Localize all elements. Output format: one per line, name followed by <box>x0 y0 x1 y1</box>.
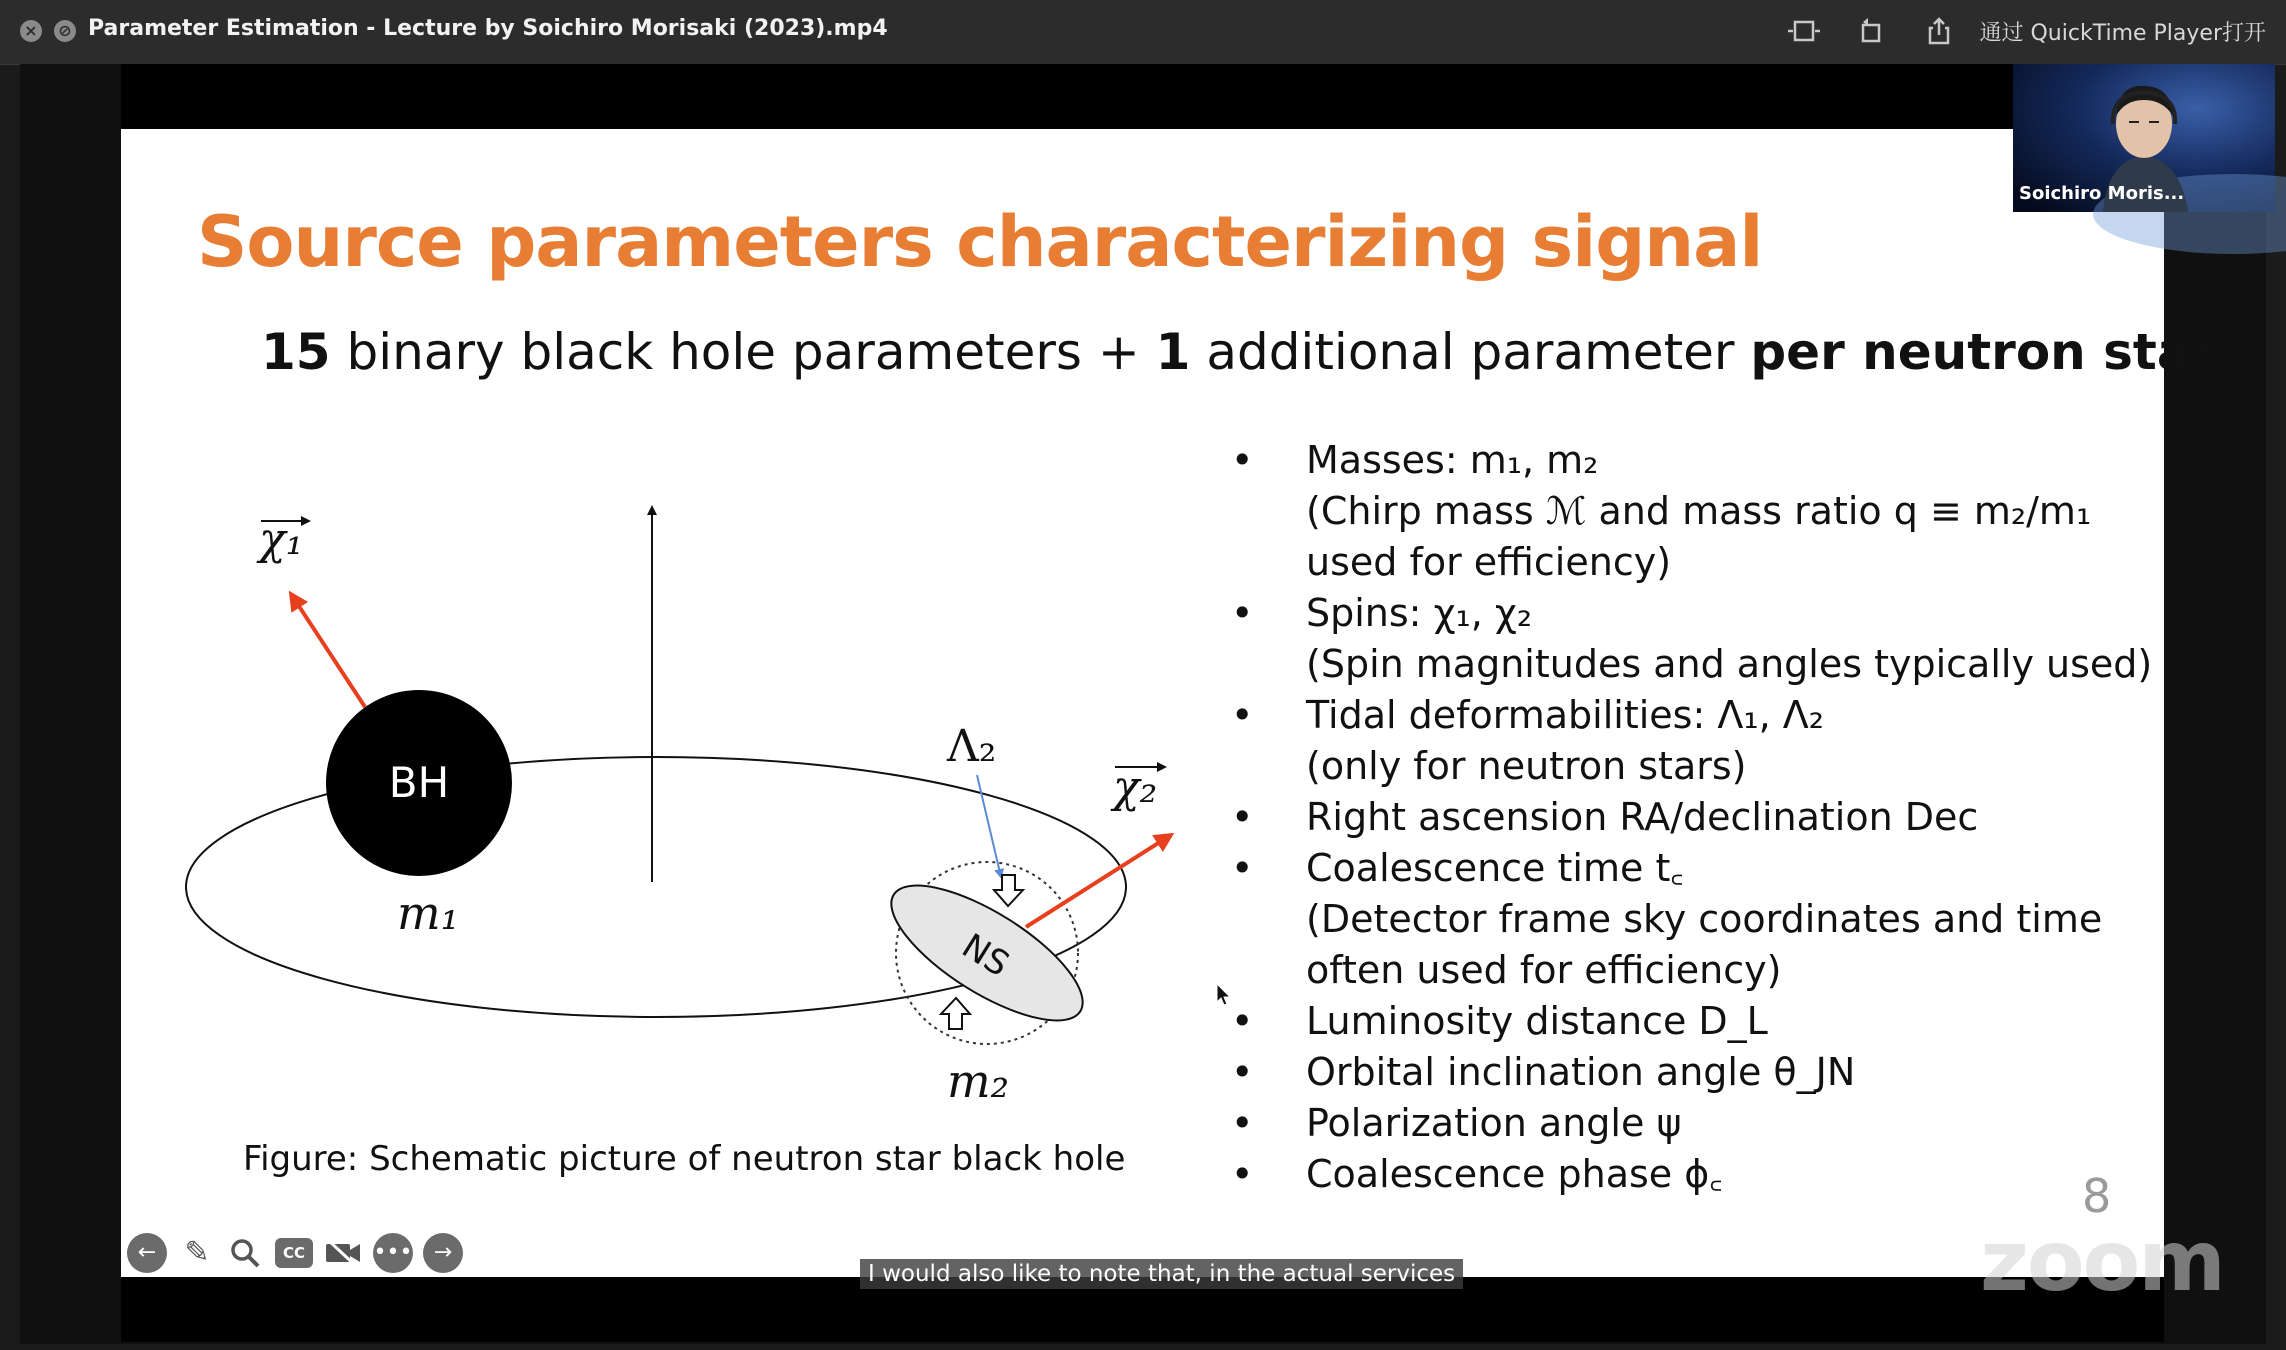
ns-label: NS <box>954 926 1016 985</box>
close-icon[interactable]: × <box>20 20 42 42</box>
param-line: • Right ascension RA/declination Dec <box>1306 795 1979 839</box>
figure-caption: Figure: Schematic picture of neutron star black hole <box>243 1139 1126 1179</box>
param-line: • Luminosity distance D_L <box>1306 999 1768 1043</box>
share-icon[interactable] <box>1924 16 1954 53</box>
video-off-icon[interactable] <box>323 1233 363 1273</box>
resize-icon[interactable] <box>1786 16 1822 53</box>
param-line: • Polarization angle ψ <box>1306 1101 1682 1145</box>
window-title: Parameter Estimation - Lecture by Soichiro Morisaki (2023).mp4 <box>88 16 888 41</box>
param-line: • Coalescence phase ϕ꜀ <box>1306 1152 1723 1196</box>
closed-caption-text: I would also like to note that, in the actual services <box>860 1259 1463 1289</box>
minimize-icon[interactable]: ⊘ <box>54 20 76 42</box>
rotate-icon[interactable] <box>1856 16 1886 53</box>
zoom-watermark: zoom <box>1980 1212 2224 1310</box>
param-line: (only for neutron stars) <box>1306 744 1747 788</box>
cc-icon[interactable]: CC <box>275 1238 313 1268</box>
subtitle-count-bbh: 15 <box>261 323 331 381</box>
param-item-coalescence-time <box>1231 843 2152 996</box>
param-item-inclination <box>1231 1047 2152 1098</box>
m2-label: m₂ <box>947 1054 1010 1108</box>
param-line: (Spin magnitudes and angles typically used) <box>1306 642 2153 686</box>
param-line: • Orbital inclination angle θ_JN <box>1306 1050 1856 1094</box>
param-line: used for efficiency) <box>1306 540 1672 584</box>
slide-title: Source parameters characterizing signal <box>197 201 1763 283</box>
participant-video[interactable] <box>2013 64 2275 212</box>
subtitle-text-2: additional parameter <box>1190 323 1751 381</box>
chi2-label: χ₂ <box>1113 762 1158 813</box>
participant-name: Soichiro Moris... <box>2019 183 2185 204</box>
m1-label: m₁ <box>397 886 460 940</box>
bh-label: BH <box>388 758 450 807</box>
back-icon[interactable]: ← <box>127 1233 167 1273</box>
param-line: • Masses: m₁, m₂ <box>1306 438 1599 482</box>
tidal-arrow-top <box>994 875 1023 906</box>
param-item-masses <box>1231 435 2152 588</box>
param-item-polarization <box>1231 1098 2152 1149</box>
param-line: • Tidal deformabilities: Λ₁, Λ₂ <box>1306 693 1824 737</box>
open-in-quicktime-button[interactable]: 通过 QuickTime Player打开 <box>1979 21 2266 46</box>
mouse-cursor-icon <box>1216 983 1232 1007</box>
param-item-phase <box>1231 1149 2152 1200</box>
more-icon[interactable]: ••• <box>373 1233 413 1273</box>
window-titlebar <box>0 0 2286 65</box>
param-item-sky-location <box>1231 792 2152 843</box>
param-line: (Chirp mass ℳ and mass ratio q ≡ m₂/m₁ <box>1306 489 2092 533</box>
tidal-arrow-bottom <box>941 998 970 1029</box>
param-item-distance <box>1231 996 2152 1047</box>
param-item-tidal <box>1231 690 2152 792</box>
parameter-list <box>1231 435 2152 1200</box>
chi1-label: χ₁ <box>259 514 304 565</box>
forward-icon[interactable]: → <box>423 1233 463 1273</box>
param-line: (Detector frame sky coordinates and time <box>1306 897 2103 941</box>
slide <box>121 129 2216 1277</box>
param-item-spins <box>1231 588 2152 690</box>
zoom-icon[interactable] <box>225 1233 265 1273</box>
page-number: 8 <box>2082 1169 2112 1223</box>
nsbh-diagram <box>121 129 1271 1139</box>
spin2-arrow <box>1026 835 1171 927</box>
lambda2-label: Λ₂ <box>947 721 997 772</box>
param-line: • Spins: χ₁, χ₂ <box>1306 591 1533 635</box>
param-line: • Coalescence time t꜀ <box>1306 846 1684 890</box>
subtitle-text-bold: per neutron star <box>1750 323 2216 381</box>
subtitle-text-1: binary black hole parameters + <box>330 323 1156 381</box>
subtitle-count-ns: 1 <box>1155 323 1191 381</box>
param-line: often used for efficiency) <box>1306 948 1782 992</box>
pen-icon[interactable]: ✎ <box>184 1235 210 1270</box>
spin1-arrow <box>291 594 365 707</box>
